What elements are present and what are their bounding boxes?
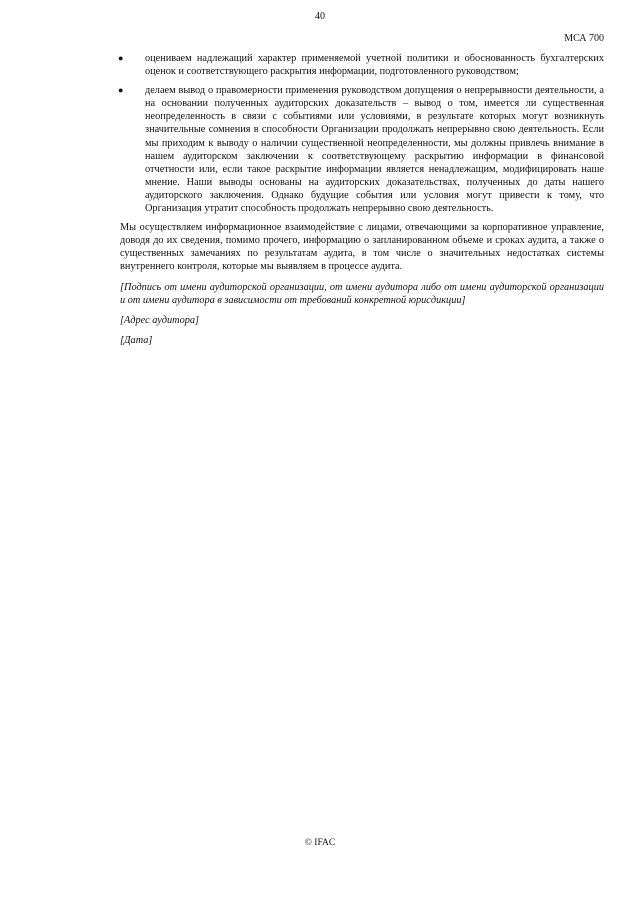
bullet-text: оцениваем надлежащий характер применяемой учетной политики и обоснованность бухгалтерских оценок и соответствующего раскрытия информации, подготовленного руководством;	[145, 53, 604, 78]
page-body	[120, 52, 604, 354]
communication-paragraph: Мы осуществляем информационное взаимодействие с лицами, отвечающими за корпоративное управление, доводя до их сведения, помимо прочего, информацию о запланированном объеме и сроках аудита, а также о существенных замечаниях по результатам аудита, в том числе о значительных недостатках системы внутреннего контроля, которые мы выявляем в процессе аудита.	[120, 222, 604, 273]
bullet-icon: ●	[118, 85, 124, 96]
date-placeholder: [Дата]	[120, 334, 153, 346]
page-number: 40	[315, 11, 325, 22]
bullet-item	[120, 84, 604, 215]
bullet-text: делаем вывод о правомерности применения руководством допущения о непрерывности деятельности, а на основании полученных аудиторских доказательств – вывод о том, имеется ли существенная неопределенность в связи с событиями или условиями, в результате которых могут возникнуть значительные сомнения в способности Организации продолжать непрерывно свою деятельность. Если мы приходим к выводу о наличии существенной неопределенности, мы должны привлечь внимание в нашем аудиторском заключении к соответствующему раскрытию информации в финансовой отчетности или, если такое раскрытие информации является ненадлежащим, модифицировать наше мнение. Наши выводы основаны на аудиторских доказательствах, полученных до даты нашего аудиторского заключения. Однако будущие события или условия могут привести к тому, что Организация утратит способность продолжать непрерывно свою деятельность.	[145, 85, 604, 215]
auditor-address-placeholder: [Адрес аудитора]	[120, 314, 200, 326]
bullet-item	[120, 52, 604, 78]
copyright-footer: © IFAC	[304, 838, 336, 848]
document-code: МСА 700	[564, 33, 604, 44]
bullet-icon: ●	[118, 53, 124, 63]
signature-placeholder: [Подпись от имени аудиторской организации, от имени аудитора либо от имени аудиторской организации и от имени аудитора в зависимости от требований конкретной юрисдикции]	[120, 281, 604, 306]
